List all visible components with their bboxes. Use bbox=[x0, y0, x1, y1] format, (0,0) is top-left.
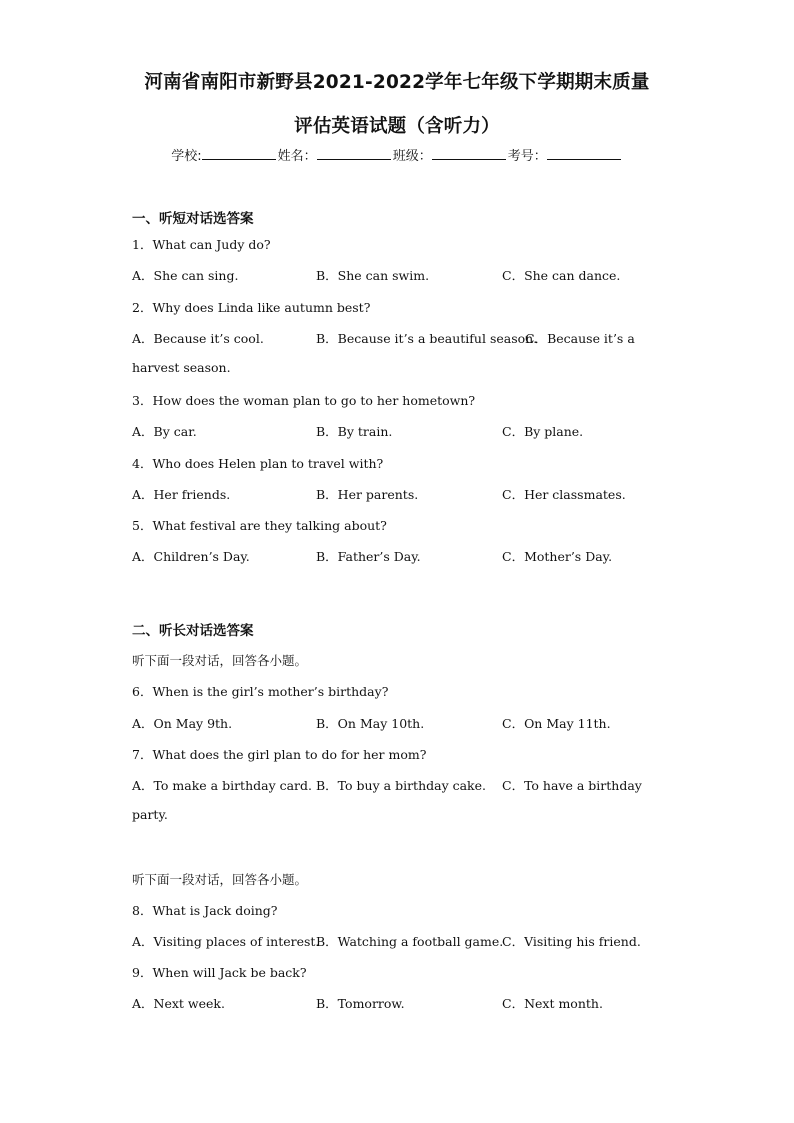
question-9: 9．When will Jack be back? bbox=[132, 965, 307, 980]
school-label: 学校: bbox=[171, 149, 202, 164]
instruction-2: 听下面一段对话，回答各小题。 bbox=[132, 872, 308, 887]
q4-option-b[interactable]: B．Her parents. bbox=[316, 487, 419, 502]
question-5: 5．What festival are they talking about? bbox=[132, 518, 387, 533]
q1-option-b[interactable]: B．She can swim. bbox=[316, 268, 430, 283]
q9-option-a[interactable]: A．Next week. bbox=[132, 996, 225, 1011]
school-blank[interactable] bbox=[202, 147, 276, 160]
q4-option-c[interactable]: C．Her classmates. bbox=[502, 487, 626, 502]
question-3: 3．How does the woman plan to go to her hometown? bbox=[132, 393, 476, 408]
q5-option-a[interactable]: A．Children’s Day. bbox=[132, 549, 250, 564]
question-1: 1．What can Judy do? bbox=[132, 237, 271, 252]
q7-option-c-continued: party. bbox=[132, 807, 168, 822]
q7-option-b[interactable]: B．To buy a birthday cake. bbox=[316, 778, 487, 793]
name-label: 姓名： bbox=[277, 149, 317, 164]
q3-option-b[interactable]: B．By train. bbox=[316, 424, 393, 439]
q5-option-c[interactable]: C．Mother’s Day. bbox=[502, 549, 613, 564]
number-blank[interactable] bbox=[547, 147, 621, 160]
q6-option-c[interactable]: C．On May 11th. bbox=[502, 716, 611, 731]
q6-option-a[interactable]: A．On May 9th. bbox=[132, 716, 233, 731]
page-title: 河南省南阳市新野县2021-2022学年七年级下学期期末质量 bbox=[144, 72, 650, 93]
q7-option-c[interactable]: C．To have a birthday bbox=[502, 778, 642, 793]
question-4: 4．Who does Helen plan to travel with? bbox=[132, 456, 384, 471]
q3-option-a[interactable]: A．By car. bbox=[132, 424, 197, 439]
q6-option-b[interactable]: B．On May 10th. bbox=[316, 716, 425, 731]
instruction-1: 听下面一段对话，回答各小题。 bbox=[132, 653, 308, 668]
q1-option-a[interactable]: A．She can sing. bbox=[132, 268, 239, 283]
q8-option-b[interactable]: B．Watching a football game. bbox=[316, 934, 504, 949]
q7-option-a[interactable]: A．To make a birthday card. bbox=[132, 778, 313, 793]
q8-option-a[interactable]: A．Visiting places of interest. bbox=[132, 934, 320, 949]
class-label: 班级： bbox=[392, 149, 432, 164]
q2-option-c[interactable]: C．Because it’s a bbox=[525, 331, 635, 346]
student-info bbox=[0, 145, 794, 164]
question-6: 6．When is the girl’s mother’s birthday? bbox=[132, 684, 389, 699]
q4-option-a[interactable]: A．Her friends. bbox=[132, 487, 231, 502]
name-blank[interactable] bbox=[317, 147, 391, 160]
q8-option-c[interactable]: C．Visiting his friend. bbox=[502, 934, 641, 949]
question-2: 2．Why does Linda like autumn best? bbox=[132, 300, 371, 315]
number-label: 考号： bbox=[507, 149, 547, 164]
q2-option-a[interactable]: A．Because it’s cool. bbox=[132, 331, 264, 346]
q2-option-c-continued: harvest season. bbox=[132, 360, 231, 375]
class-blank[interactable] bbox=[432, 147, 506, 160]
q5-option-b[interactable]: B．Father’s Day. bbox=[316, 549, 421, 564]
section-heading-1: 一、听短对话选答案 bbox=[132, 211, 254, 227]
q1-option-c[interactable]: C．She can dance. bbox=[502, 268, 621, 283]
page-subtitle: 评估英语试题（含听力） bbox=[294, 116, 500, 137]
question-8: 8．What is Jack doing? bbox=[132, 903, 278, 918]
q3-option-c[interactable]: C．By plane. bbox=[502, 424, 584, 439]
question-7: 7．What does the girl plan to do for her mom? bbox=[132, 747, 427, 762]
section-heading-2: 二、听长对话选答案 bbox=[132, 623, 254, 639]
q2-option-b[interactable]: B．Because it’s a beautiful season. bbox=[316, 331, 538, 346]
q9-option-b[interactable]: B．Tomorrow. bbox=[316, 996, 405, 1011]
q9-option-c[interactable]: C．Next month. bbox=[502, 996, 603, 1011]
